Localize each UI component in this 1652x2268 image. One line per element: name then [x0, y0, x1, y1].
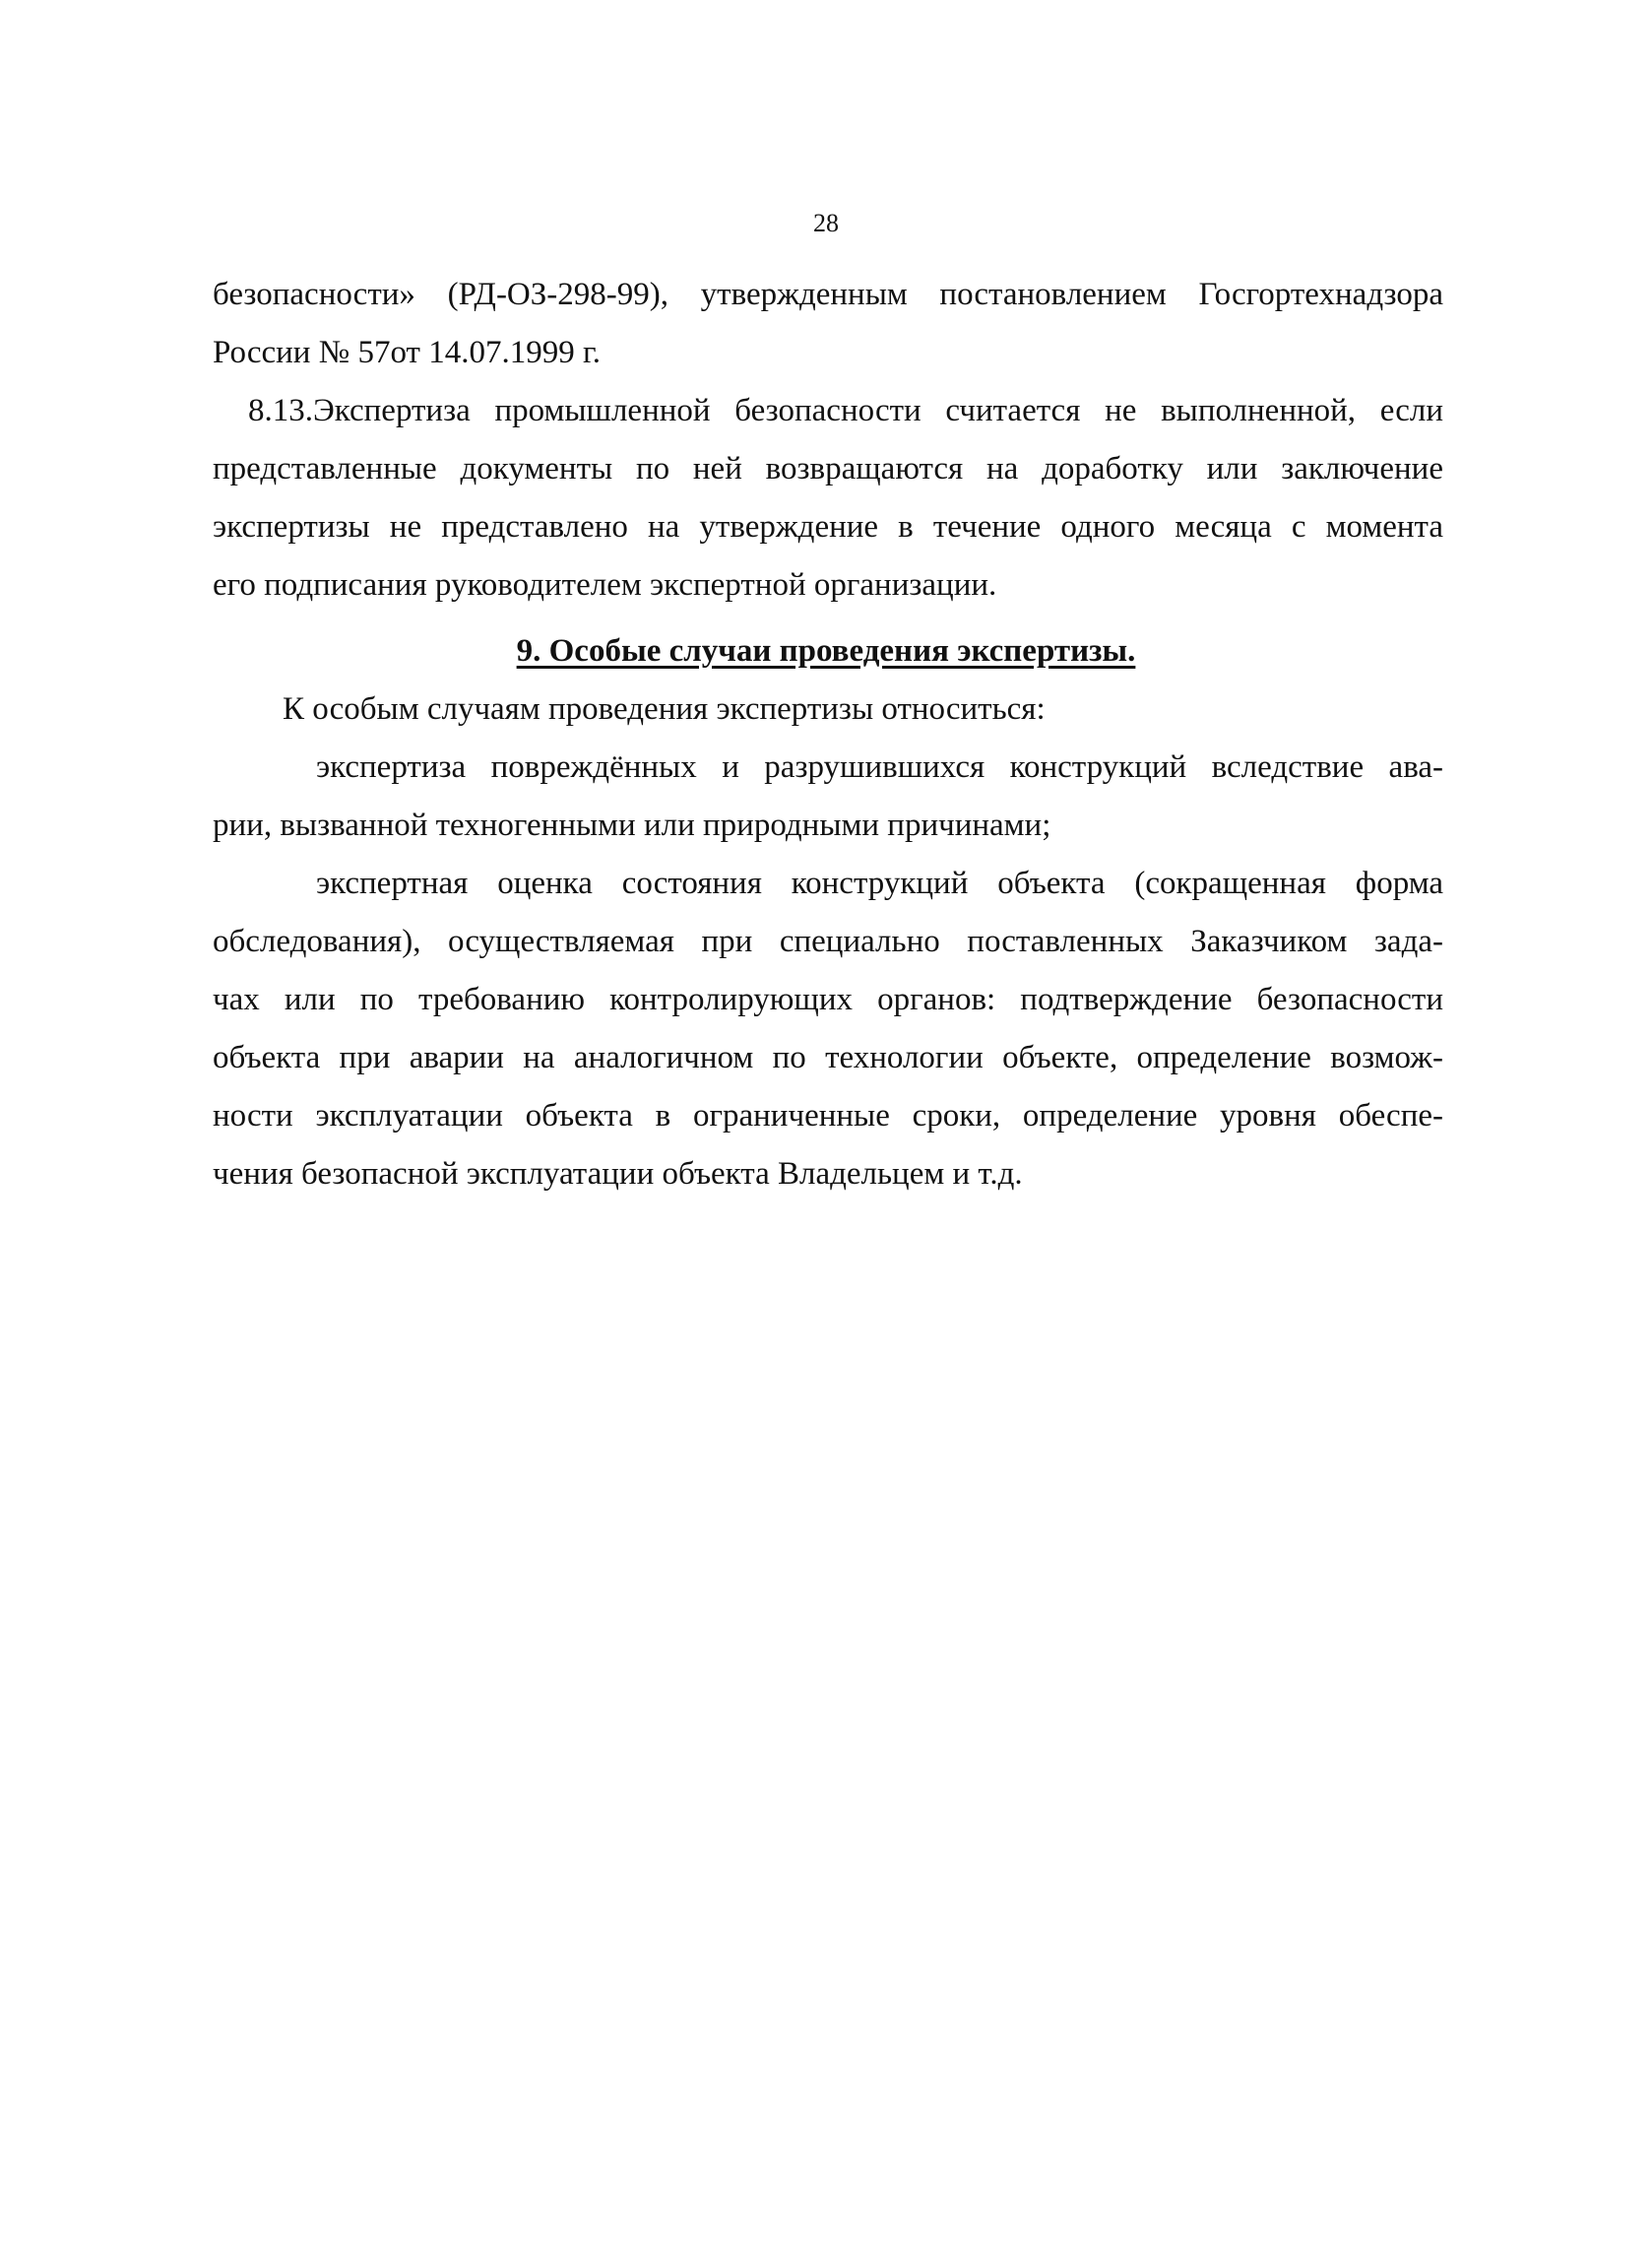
paragraph-8-13	[213, 382, 1443, 615]
text-line: объекта при аварии на аналогичном по технологии объекте, определение возмож-	[213, 1040, 1443, 1075]
paragraph-8-12-tail	[213, 266, 1443, 382]
text-line: экспертная оценка состояния конструкций объекта (сокращенная форма	[316, 866, 1443, 901]
text-line: рии, вызванной техногенными или природными причинами;	[213, 808, 1051, 843]
text-line: ности эксплуатации объекта в ограниченные сроки, определение уровня обеспе-	[213, 1098, 1443, 1134]
text-line: безопасности» (РД-ОЗ-298-99), утвержденным постановлением Госгортехнадзора	[213, 277, 1443, 312]
section-heading	[0, 622, 1652, 680]
special-case-item-2	[213, 855, 1443, 1203]
section-intro: К особым случаям проведения экспертизы относиться:	[283, 691, 1046, 727]
section-heading-text: 9. Особые случаи проведения экспертизы.	[516, 633, 1136, 669]
text-line: экспертизы не представлено на утверждение в течение одного месяца с момента	[213, 509, 1443, 545]
text-line: чах или по требованию контролирующих органов: подтверждение безопасности	[213, 982, 1443, 1017]
text-line: представленные документы по ней возвращаются на доработку или заключение	[213, 451, 1443, 486]
text-line: его подписания руководителем экспертной организации.	[213, 567, 997, 603]
text-line: 8.13.Экспертиза промышленной безопасности считается не выполненной, если	[248, 393, 1443, 428]
special-case-item-1	[213, 739, 1443, 855]
text-line: чения безопасной эксплуатации объекта Владельцем и т.д.	[213, 1156, 1023, 1192]
page-number: 28	[813, 209, 839, 237]
text-line: России № 57от 14.07.1999 г.	[213, 335, 602, 370]
text-line: обследования), осуществляемая при специально поставленных Заказчиком зада-	[213, 924, 1443, 959]
text-line: экспертиза повреждённых и разрушившихся конструкций вследствие ава-	[316, 749, 1443, 785]
